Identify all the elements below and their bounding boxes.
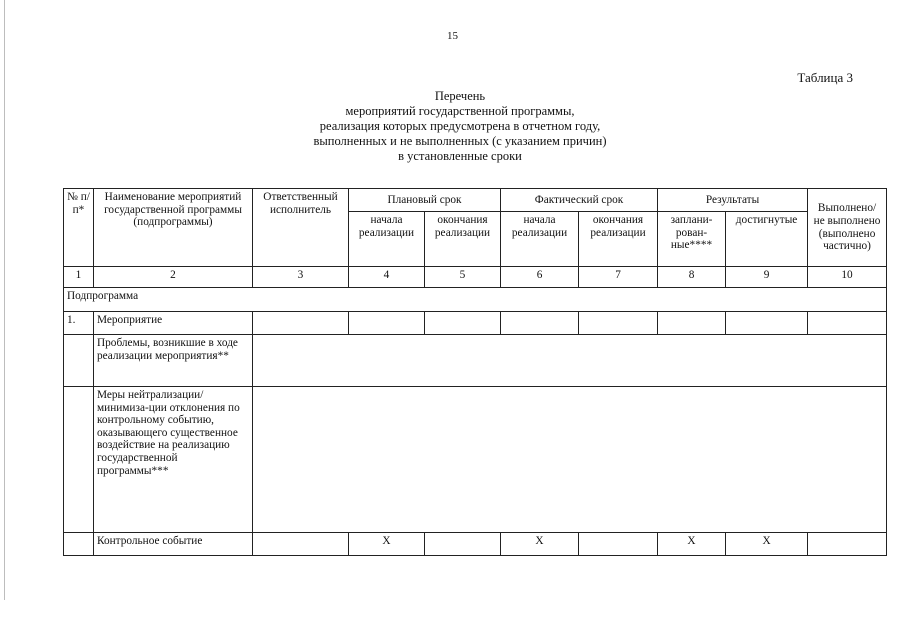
header-results: Результаты — [658, 189, 808, 212]
control-actual-start-mark: Х — [501, 533, 579, 556]
header-responsible: Ответственный исполнитель — [253, 189, 349, 267]
title-line-5: в установленные сроки — [398, 149, 522, 163]
measures-label: Меры нейтрализации/минимиза-ции отклонения по контрольному событию, оказывающего существенное воздействие на реализацию государственной программы*** — [94, 387, 253, 533]
empty-cell — [726, 312, 808, 335]
control-planned-results-mark: Х — [658, 533, 726, 556]
column-number: 1 — [64, 267, 94, 288]
header-num: № п/п* — [64, 189, 94, 267]
event-name: Мероприятие — [94, 312, 253, 335]
column-number: 9 — [726, 267, 808, 288]
control-event-row — [64, 533, 887, 556]
empty-cell — [425, 312, 501, 335]
event-number: 1. — [64, 312, 94, 335]
control-event-label: Контрольное событие — [94, 533, 253, 556]
header-row-1 — [64, 189, 887, 212]
title-line-4: выполненных и не выполненных (с указанием причин) — [313, 134, 607, 148]
title-line-3: реализация которых предусмотрена в отчетном году, — [319, 119, 601, 133]
empty-cell — [579, 312, 658, 335]
column-number: 4 — [349, 267, 425, 288]
column-number: 6 — [501, 267, 579, 288]
empty-cell — [253, 533, 349, 556]
column-number: 3 — [253, 267, 349, 288]
header-planned-start: начала реализации — [349, 212, 425, 267]
events-table — [63, 188, 887, 556]
subprogram-row — [64, 288, 887, 312]
empty-cell — [808, 533, 887, 556]
document-title — [0, 89, 905, 164]
measures-value-cell — [253, 387, 887, 533]
problems-label: Проблемы, возникшие в ходе реализации мероприятия** — [94, 335, 253, 387]
header-name: Наименование мероприятий государственной программы (подпрограммы) — [94, 189, 253, 267]
title-line-2: мероприятий государственной программы, — [345, 104, 575, 118]
empty-cell — [658, 312, 726, 335]
empty-cell — [808, 312, 887, 335]
measures-row — [64, 387, 887, 533]
column-number: 2 — [94, 267, 253, 288]
empty-cell — [425, 533, 501, 556]
empty-cell — [349, 312, 425, 335]
header-actual-start: начала реализации — [501, 212, 579, 267]
page-number: 15 — [447, 30, 458, 42]
header-actual-end: окончания реализации — [579, 212, 658, 267]
header-planned-term: Плановый срок — [349, 189, 501, 212]
event-row — [64, 312, 887, 335]
header-planned-end: окончания реализации — [425, 212, 501, 267]
column-number: 7 — [579, 267, 658, 288]
column-number: 10 — [808, 267, 887, 288]
control-planned-start-mark: Х — [349, 533, 425, 556]
empty-cell — [501, 312, 579, 335]
table-label: Таблица 3 — [797, 70, 853, 85]
column-number: 8 — [658, 267, 726, 288]
empty-cell — [64, 335, 94, 387]
header-achieved-results: достигнутые — [726, 212, 808, 267]
title-line-1: Перечень — [434, 89, 486, 103]
problems-value-cell — [253, 335, 887, 387]
empty-cell — [579, 533, 658, 556]
column-number: 5 — [425, 267, 501, 288]
column-number-row — [64, 267, 887, 288]
empty-cell — [64, 533, 94, 556]
header-actual-term: Фактический срок — [501, 189, 658, 212]
empty-cell — [253, 312, 349, 335]
header-completed: Выполнено/ не выполнено (выполнено частично) — [808, 189, 887, 267]
control-achieved-results-mark: Х — [726, 533, 808, 556]
empty-cell — [64, 387, 94, 533]
subprogram-label: Подпрограмма — [64, 288, 887, 312]
header-planned-results: заплани-рован-ные**** — [658, 212, 726, 267]
problems-row — [64, 335, 887, 387]
